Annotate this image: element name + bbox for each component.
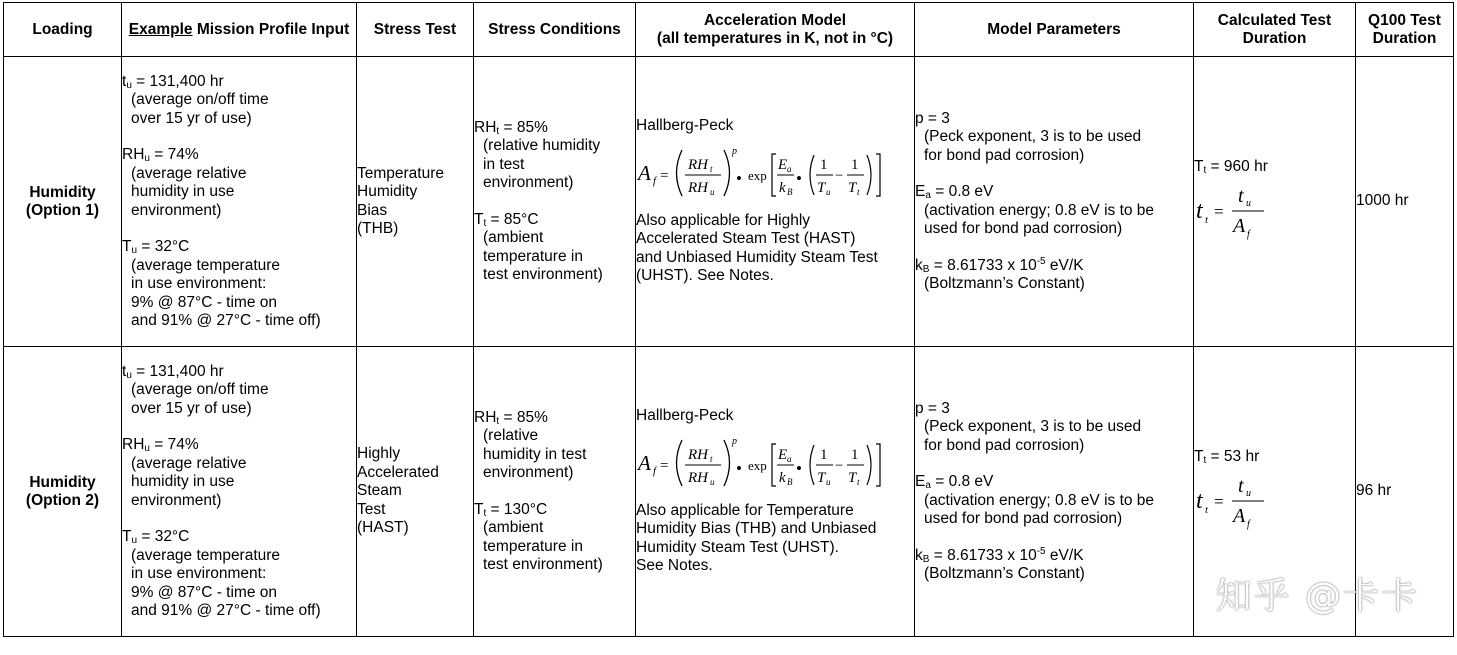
svg-text:•: • [736, 458, 742, 478]
header-row [4, 3, 1454, 57]
svg-text:=: = [660, 457, 669, 474]
svg-text:A: A [1233, 505, 1246, 527]
svg-text:p: p [732, 145, 737, 157]
svg-text:B: B [787, 476, 793, 487]
acceleration-model-cell: Hallberg-Peck A f = RH t RH u p • exp E a k B • 1 T u − 1 T t Also applicable for Temperature Humidity Bias (THB) and Unbiased Humidity Steam Test (UHST). See Notes. [636, 347, 915, 637]
svg-text:T: T [817, 179, 826, 196]
svg-text:k: k [779, 469, 786, 486]
header-loading: Loading [4, 3, 122, 57]
header-q100-duration: Q100 Test Duration [1356, 3, 1454, 57]
svg-text:1: 1 [820, 446, 828, 463]
svg-text:u: u [1246, 488, 1251, 499]
svg-text:a: a [787, 453, 792, 464]
svg-text:B: B [787, 186, 793, 197]
svg-text:RH: RH [688, 446, 708, 463]
q100-duration-cell: 1000 hr [1356, 57, 1454, 347]
stress-conditions-cell: $RH_t = 85\%$ (relative humidity in test environment) $T_t = 130^\circ C$ (ambient temperature in test environment) [474, 347, 636, 637]
svg-text:f: f [1247, 229, 1250, 240]
svg-text:T: T [848, 469, 857, 486]
svg-text:=: = [1214, 202, 1224, 221]
qualification-table [3, 2, 1454, 637]
calculated-duration-cell: $T_t = 53$ hr t t = t u A f [1194, 347, 1356, 637]
test-time-formula [1194, 472, 1284, 530]
svg-text:A: A [638, 450, 651, 475]
svg-text:t: t [710, 453, 713, 464]
svg-text:A: A [638, 160, 651, 185]
svg-text:t: t [1205, 214, 1209, 226]
svg-text:1: 1 [820, 156, 828, 173]
svg-text:f: f [653, 464, 657, 477]
svg-text:f: f [1247, 519, 1250, 530]
svg-text:t: t [1196, 488, 1203, 514]
table-row [4, 57, 1454, 347]
svg-text:•: • [796, 168, 802, 188]
svg-text:•: • [736, 168, 742, 188]
mission-profile-cell: $t_u = 131,400$ hr (average on/off time over 15 yr of use) $RH_u = 74\%$ (average relative humidity in use environment) $T_u = 32^\circ C$ (average temperature in use environment: 9% @ 87°C - time on and 91% @ 27°C - time off) [122, 347, 357, 637]
svg-text:k: k [779, 179, 786, 196]
svg-text:RH: RH [688, 469, 708, 486]
header-stress-test: Stress Test [357, 3, 474, 57]
svg-text:t: t [710, 163, 713, 174]
watermark: 知乎 @卡卡 [1215, 576, 1419, 617]
svg-text:u: u [710, 186, 715, 197]
acceleration-model-cell: Hallberg-Peck A f = RH t RH u p • exp E a k B • 1 T u − 1 T t Also applicable for Highly Accelerated Steam Test (HAST) and Unbiased Humidity Steam Test (UHST). See Notes. [636, 57, 915, 347]
svg-text:u: u [710, 476, 715, 487]
svg-text:T: T [817, 469, 826, 486]
svg-text:1: 1 [851, 156, 859, 173]
svg-text:t: t [1205, 504, 1209, 516]
svg-text:1: 1 [851, 446, 859, 463]
svg-text:exp: exp [748, 167, 767, 183]
header-model-parameters: Model Parameters [915, 3, 1194, 57]
svg-text:RH: RH [688, 179, 708, 196]
svg-text:exp: exp [748, 457, 767, 473]
mission-profile-cell: $t_u = 131,400$ hr (average on/off time over 15 yr of use) $RH_u = 74\%$ (average relative humidity in use environment) $T_u = 32^\circ C$ (average temperature in use environment: 9% @ 87°C - time on and 91% @ 27°C - time off) [122, 57, 357, 347]
svg-text:t: t [1238, 185, 1244, 207]
header-calculated-duration: Calculated Test Duration [1194, 3, 1356, 57]
stress-conditions-cell: $RH_t = 85\%$ (relative humidity in test environment) $T_t = 85^\circ C$ (ambient temperature in test environment) [474, 57, 636, 347]
loading-cell: Humidity (Option 1) [4, 57, 122, 347]
svg-text:A: A [1233, 215, 1246, 237]
header-mission-profile: Example Mission Profile Input [122, 3, 357, 57]
svg-text:f: f [653, 174, 657, 187]
stress-test-cell: Temperature Humidity Bias (THB) [357, 57, 474, 347]
svg-text:=: = [660, 167, 669, 184]
svg-text:u: u [1246, 198, 1251, 209]
svg-text:=: = [1214, 492, 1224, 511]
loading-cell: Humidity (Option 2) [4, 347, 122, 637]
model-parameters-cell: p = 3 (Peck exponent, 3 is to be used for bond pad corrosion) $E_a = 0.8$ eV (activation energy; 0.8 eV is to be used for bond pad corrosion) $k_B = 8.61733$ x $10^{-5}$ eV/K (Boltzmann’s Constant) [915, 347, 1194, 637]
svg-text:u: u [826, 476, 831, 487]
svg-text:•: • [796, 458, 802, 478]
svg-text:E: E [778, 156, 788, 173]
svg-text:t: t [1238, 475, 1244, 497]
calculated-duration-cell: $T_t = 960$ hr t t = t u A f [1194, 57, 1356, 347]
svg-text:RH: RH [688, 156, 708, 173]
q100-duration-cell: 96 hr [1356, 347, 1454, 637]
hallberg-peck-formula [636, 432, 886, 494]
svg-text:−: − [835, 457, 844, 474]
svg-text:E: E [778, 446, 788, 463]
hallberg-peck-formula [636, 142, 886, 204]
header-stress-conditions: Stress Conditions [474, 3, 636, 57]
svg-text:t: t [857, 476, 860, 487]
header-acceleration-model: Acceleration Model (all temperatures in K, not in °C) [636, 3, 915, 57]
svg-text:u: u [826, 186, 831, 197]
svg-text:a: a [787, 163, 792, 174]
stress-test-cell: Highly Accelerated Steam Test (HAST) [357, 347, 474, 637]
svg-text:t: t [857, 186, 860, 197]
svg-text:T: T [848, 179, 857, 196]
svg-text:p: p [732, 435, 737, 447]
model-parameters-cell: p = 3 (Peck exponent, 3 is to be used for bond pad corrosion) $E_a = 0.8$ eV (activation energy; 0.8 eV is to be used for bond pad corrosion) $k_B = 8.61733$ x $10^{-5}$ eV/K (Boltzmann’s Constant) [915, 57, 1194, 347]
svg-text:−: − [835, 167, 844, 184]
svg-text:t: t [1196, 198, 1203, 224]
test-time-formula [1194, 182, 1284, 240]
